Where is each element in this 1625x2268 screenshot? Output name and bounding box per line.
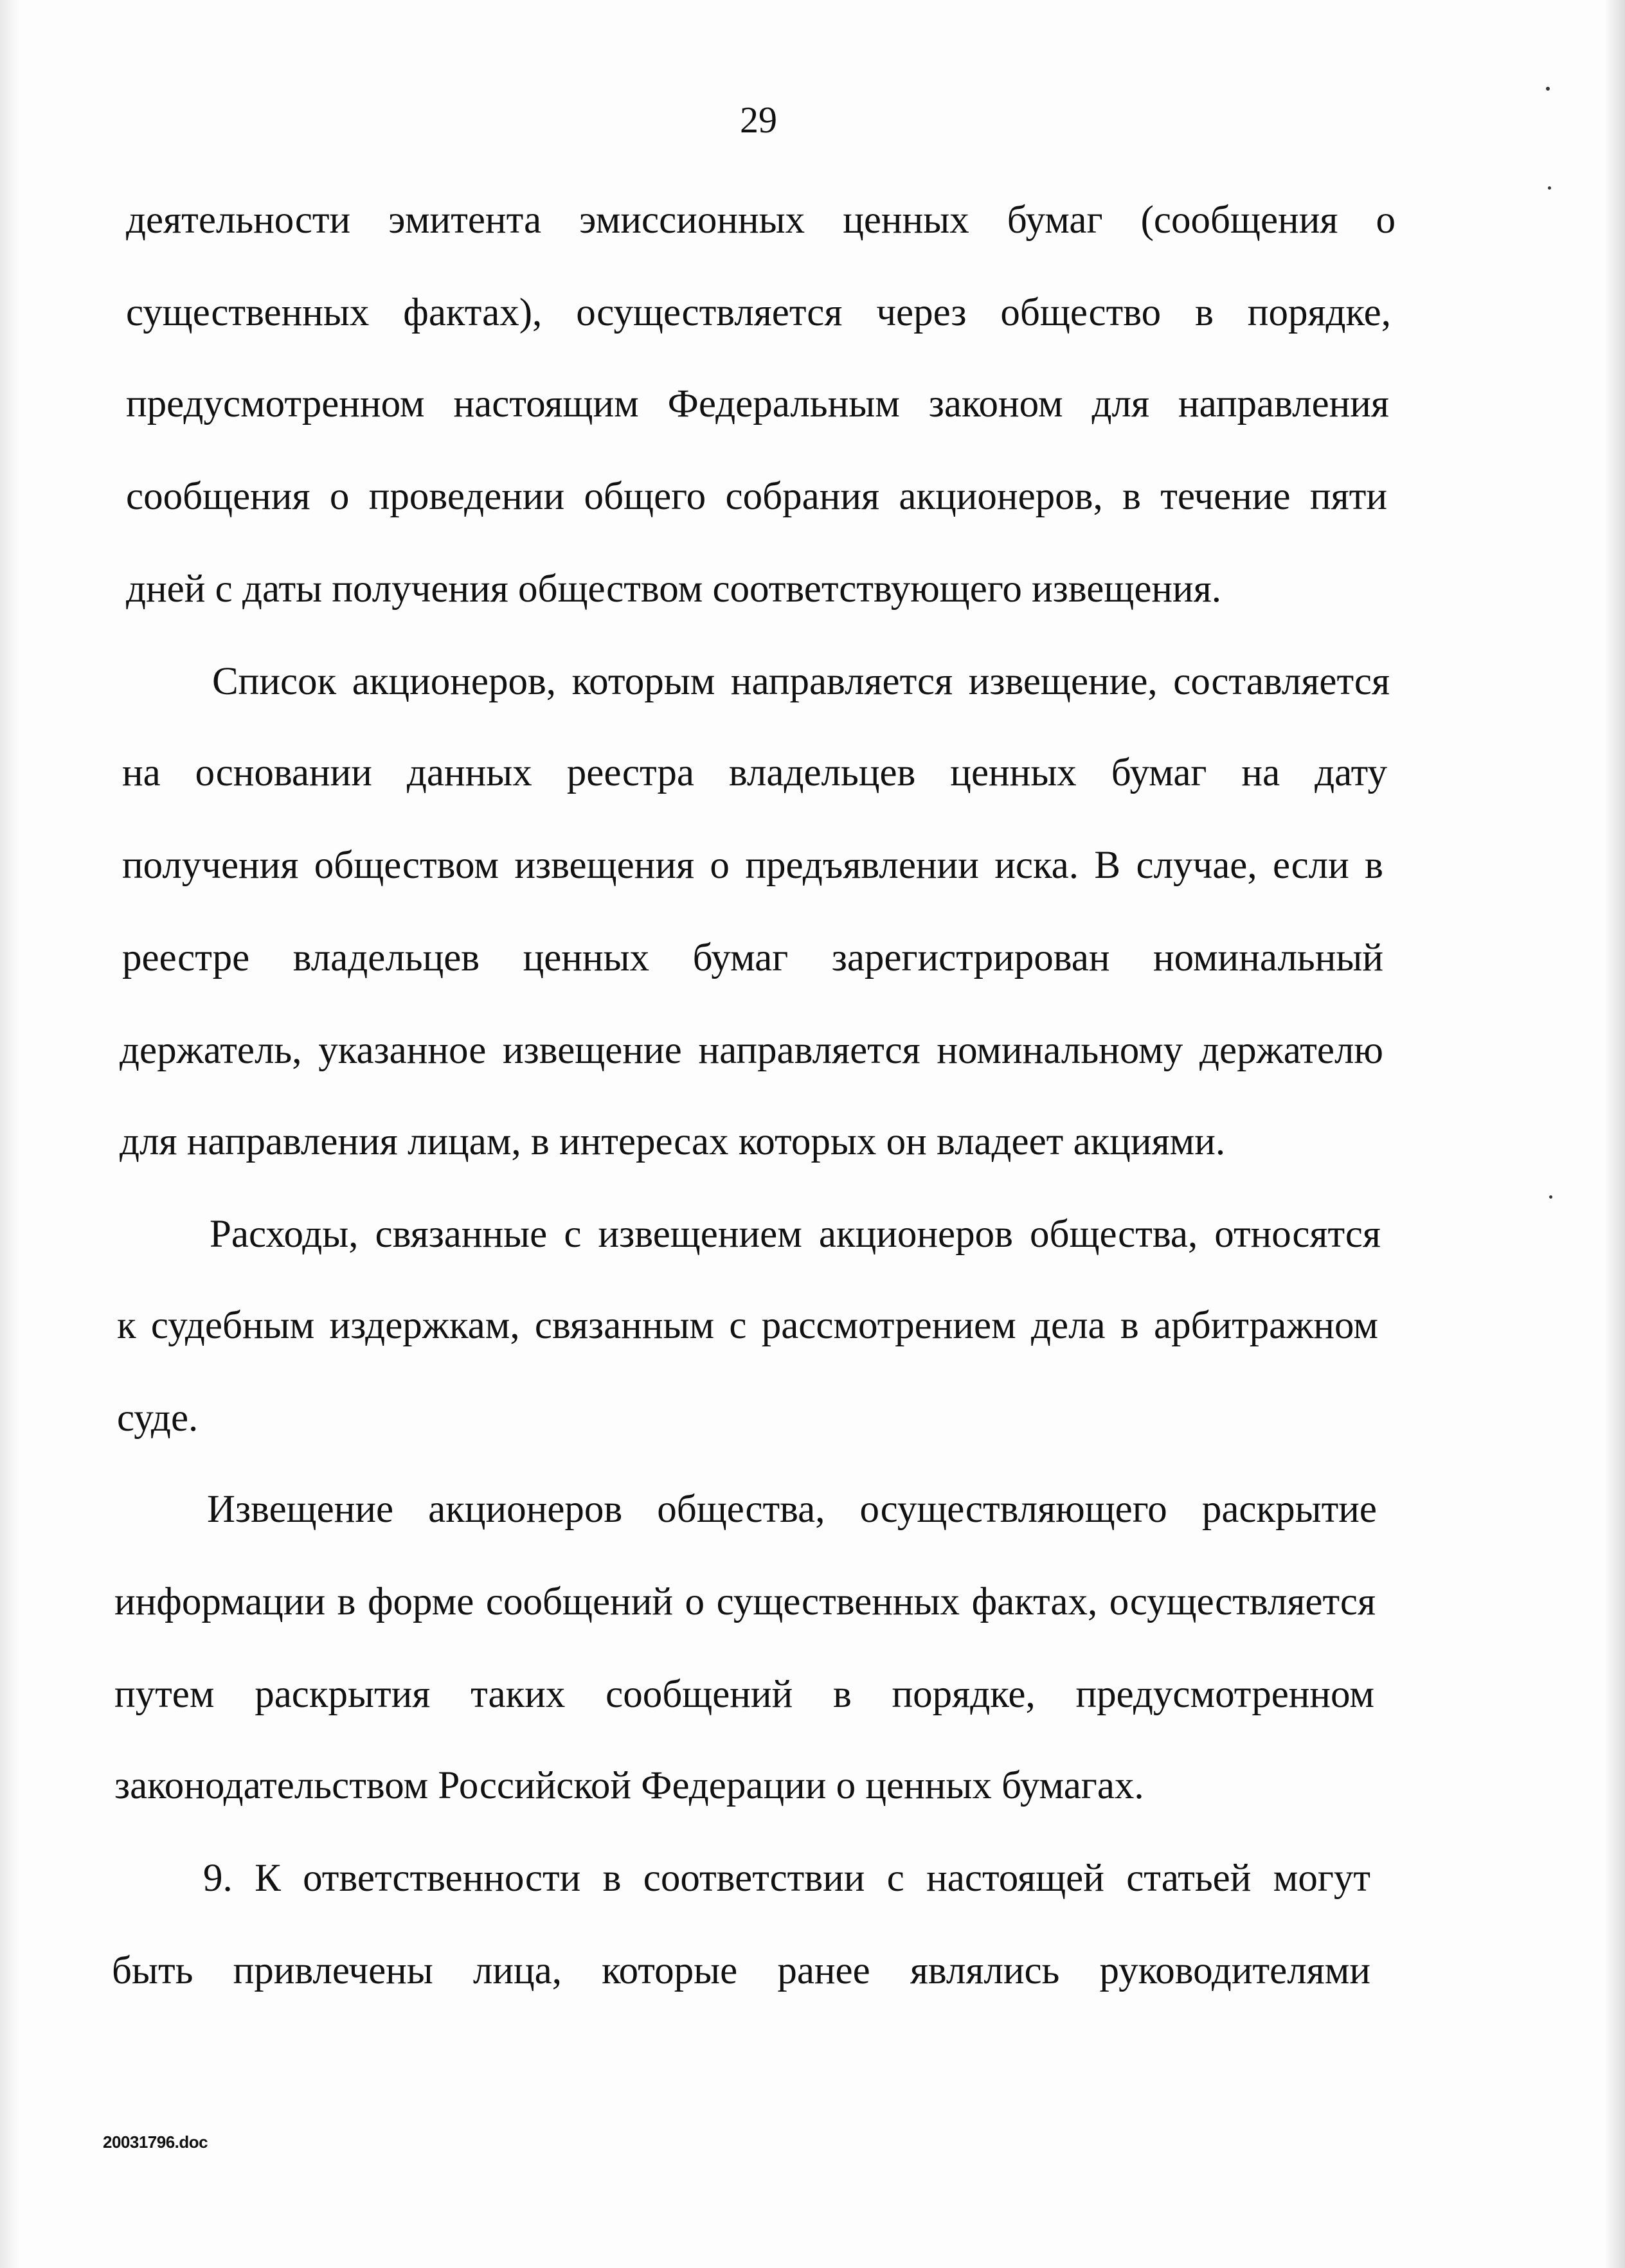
page-number: 29 — [740, 99, 777, 141]
text-line: на основании данных реестра владельцев ценных бумаг на дату — [122, 751, 1387, 794]
text-line: быть привлечены лица, которые ранее являлись руководителями — [112, 1949, 1370, 1992]
text-line: предусмотренном настоящим Федеральным законом для направления — [126, 382, 1389, 425]
text-line: Список акционеров, которым направляется извещение, составляется — [212, 660, 1390, 703]
text-line: для направления лицам, в интересах которых он владеет акциями. — [120, 1120, 1226, 1163]
text-line: путем раскрытия таких сообщений в порядке, предусмотренном — [114, 1673, 1374, 1716]
text-line: законодательством Российской Федерации о ценных бумагах. — [114, 1764, 1144, 1807]
scan-speck — [1546, 87, 1550, 91]
text-line: Расходы, связанные с извещением акционеров общества, относятся — [210, 1213, 1381, 1256]
text-line: сообщения о проведении общего собрания акционеров, в течение пяти — [126, 475, 1387, 518]
text-line: деятельности эмитента эмиссионных ценных бумаг (сообщения о — [126, 199, 1396, 242]
scan-speck — [1549, 1195, 1552, 1199]
text-line: к судебным издержкам, связанным с рассмотрением дела в арбитражном — [117, 1304, 1378, 1347]
text-line: реестре владельцев ценных бумаг зарегистрирован номинальный — [122, 936, 1383, 979]
scan-edge-left — [0, 0, 18, 2268]
text-line: держатель, указанное извещение направляется номинальному держателю — [120, 1029, 1383, 1072]
text-line: Извещение акционеров общества, осуществляющего раскрытие — [207, 1488, 1377, 1531]
text-line: получения обществом извещения о предъявлении иска. В случае, если в — [122, 844, 1383, 887]
scan-speck — [1548, 186, 1551, 190]
text-line: дней с даты получения обществом соответствующего извещения. — [126, 567, 1222, 611]
scan-edge-right — [1606, 0, 1625, 2268]
text-line: существенных фактах), осуществляется через общество в порядке, — [126, 291, 1391, 334]
text-line: суде. — [117, 1397, 199, 1440]
footer-filename: 20031796.doc — [103, 2132, 208, 2152]
text-line: информации в форме сообщений о существенных фактах, осуществляется — [114, 1580, 1376, 1623]
text-line: 9. К ответственности в соответствии с настоящей статьей могут — [203, 1857, 1370, 1900]
